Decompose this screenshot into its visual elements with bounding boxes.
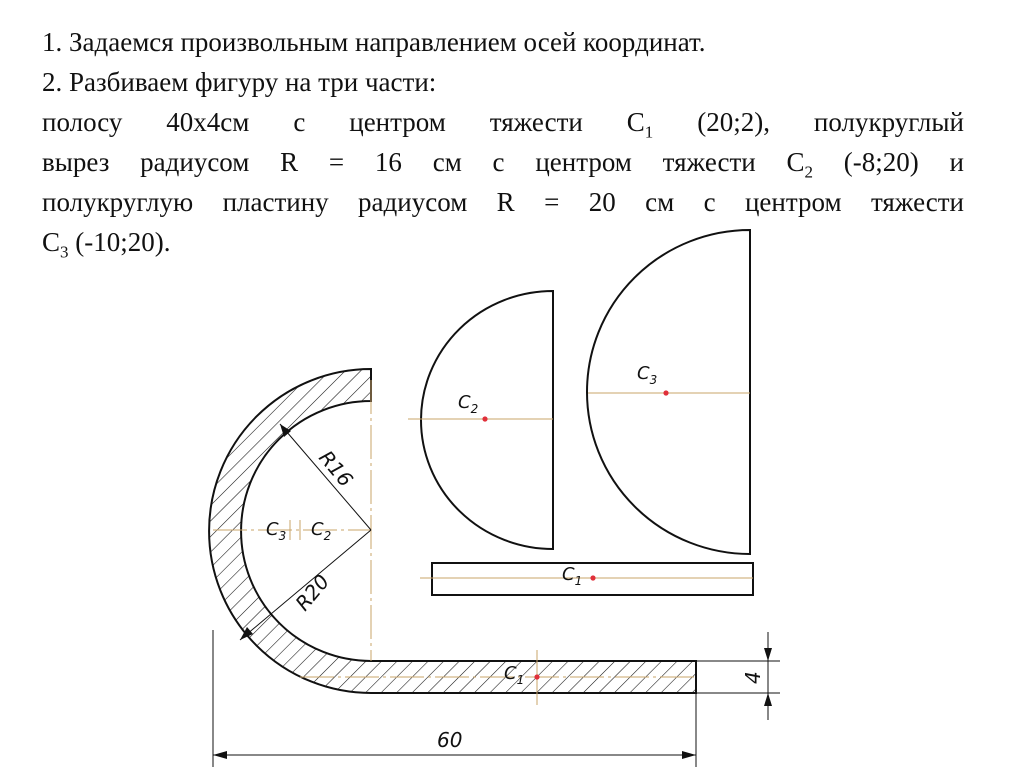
centroid-c1-profile-dot [534, 674, 539, 679]
centroid-c2-dot [482, 416, 487, 421]
dim-radius-16: R16 [314, 445, 358, 492]
plate-semicircle-c3 [587, 230, 750, 554]
centroid-c3-dot [663, 390, 668, 395]
centroid-c1-strip-dot [590, 575, 595, 580]
label-c3-plate: $C_3$ [637, 363, 658, 387]
step-2: 2. Разбиваем фигуру на три части: [42, 67, 437, 97]
label-c2-cutout: $C_2$ [458, 392, 479, 416]
part-plate-line: полукруглую пластину радиусом R = 20 см с центром тяжести [42, 187, 964, 217]
part-strip-line: полосу 40х4см с центром тяжести $C_1$ (20;2), полукруглый [42, 107, 964, 142]
label-c1-profile: $C_1$ [504, 663, 525, 687]
label-c2-profile: $C_2$ [311, 519, 332, 543]
label-c1-strip: $C_1$ [562, 564, 583, 588]
step-1: 1. Задаемся произвольным направлением осей координат. [42, 27, 706, 57]
dim-thickness-4: 4 [741, 671, 765, 684]
dim-width-60: 60 [437, 728, 463, 752]
part-cutout-line: вырез радиусом R = 16 см с центром тяжести $C_2$ (-8;20) и [42, 147, 964, 182]
part-plate-centroid-line: $C_3$ (-10;20). [42, 227, 171, 262]
label-c3-profile: $C_3$ [266, 519, 287, 543]
dim-radius-20: R20 [290, 569, 335, 616]
